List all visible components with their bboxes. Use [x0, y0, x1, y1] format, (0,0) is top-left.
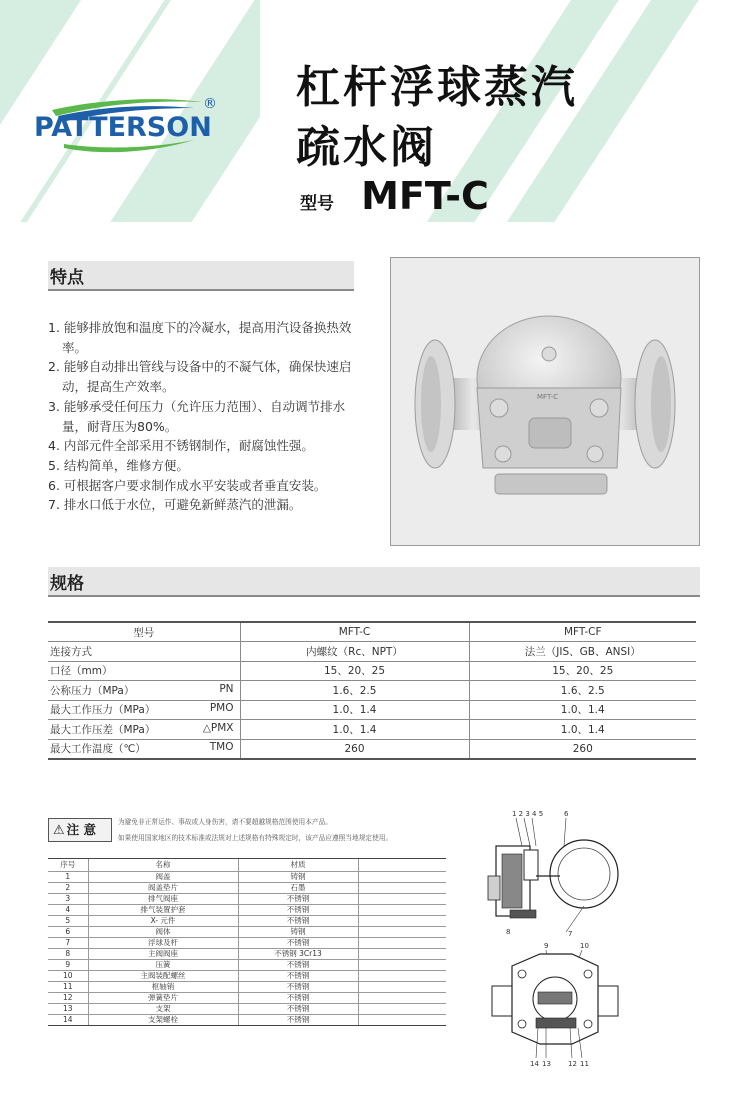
brand-name: PATTERSON: [34, 112, 212, 143]
part-material: 铸钢: [238, 872, 358, 883]
part-material: 不锈钢 3Cr13: [238, 949, 358, 960]
part-no: 11: [48, 982, 88, 993]
side-section-view: [488, 840, 618, 918]
parts-header-material: 材质: [238, 859, 358, 872]
parts-header-name: 名称: [88, 859, 238, 872]
callout-label: 7: [568, 930, 573, 938]
features-heading: [48, 261, 354, 291]
callout-label: 8: [506, 928, 511, 936]
part-material: 不锈钢: [238, 960, 358, 971]
part-name: 排气装置护套: [88, 905, 238, 916]
leader-line: [566, 906, 584, 932]
part-name: 支架: [88, 1004, 238, 1015]
spec-row-label: 最大工作压力（MPa）: [50, 704, 156, 717]
part-material: 不锈钢: [238, 982, 358, 993]
spec-row: [48, 661, 696, 681]
part-no: 14: [48, 1015, 88, 1026]
feature-item: 7. 排水口低于水位，可避免新鲜蒸汽的泄漏。: [48, 497, 302, 513]
parts-row: [48, 927, 446, 938]
part-material: 不锈钢: [238, 916, 358, 927]
parts-row: [48, 982, 446, 993]
part-name: 排气阀座: [88, 894, 238, 905]
spec-row-col1: 15、20、25: [240, 661, 469, 681]
feature-item: 5. 结构简单，维修方便。: [48, 457, 189, 473]
feature-item: 2. 能够自动排出管线与设备中的不凝气体，确保快速启动，提高生产效率。: [48, 359, 352, 395]
spec-row-label: 口径（mm）: [50, 665, 113, 678]
spec-row-col2: 15、20、25: [469, 661, 696, 681]
title-line: 疏水阀: [296, 122, 437, 173]
spec-row-symbol: PN: [219, 682, 234, 695]
features-list: [48, 318, 360, 515]
parts-row: [48, 971, 446, 982]
part-name: 主阀装配螺丝: [88, 971, 238, 982]
spec-row-symbol: PMO: [209, 702, 234, 715]
parts-row: [48, 905, 446, 916]
caution-badge: [48, 818, 112, 842]
spec-row-col1: 1.6、2.5: [240, 681, 469, 701]
parts-row: [48, 1004, 446, 1015]
callout-label: 13: [542, 1060, 551, 1068]
feature-item: 6. 可根据客户要求制作成水平安装或者垂直安装。: [48, 477, 327, 493]
spec-row-label: 公称压力（MPa）: [50, 684, 135, 697]
part-name: 阀盖垫片: [88, 883, 238, 894]
parts-row: [48, 993, 446, 1004]
part-material: 不锈钢: [238, 1015, 358, 1026]
parts-row: [48, 938, 446, 949]
specs-heading-text: 规格: [50, 574, 84, 594]
part-no: 3: [48, 894, 88, 905]
parts-header-row: [48, 859, 446, 872]
callout-label: 1 2 3 4 5: [512, 810, 544, 818]
spec-row: [48, 700, 696, 720]
leader-line: [564, 818, 566, 846]
part-material: 不锈钢: [238, 905, 358, 916]
feature-item: 3. 能够承受任何压力（允许压力范围）、自动调节排水量，耐背压为80%。: [48, 398, 346, 434]
part-no: 9: [48, 960, 88, 971]
cross-section-drawing: [480, 806, 650, 1070]
part-material: 不锈钢: [238, 1004, 358, 1015]
feature-item: 1. 能够排放饱和温度下的冷凝水，提高用汽设备换热效率。: [48, 320, 352, 355]
part-no: 12: [48, 993, 88, 1004]
spec-header-col2: MFT-CF: [469, 622, 696, 642]
callout-label: 10: [580, 942, 589, 950]
specs-heading: [48, 567, 700, 597]
spec-row-col1: 1.0、1.4: [240, 700, 469, 720]
header-band: [0, 0, 750, 222]
spec-row-label: 最大工作温度（℃）: [50, 743, 146, 755]
model-value: MFT-C: [361, 174, 489, 218]
callout-label: 6: [564, 810, 569, 818]
part-material: 不锈钢: [238, 894, 358, 905]
spec-row: [48, 642, 696, 662]
brand-logo: [34, 92, 224, 162]
spec-header-row: [48, 622, 696, 642]
spec-row-label: 最大工作压差（MPa）: [50, 723, 156, 736]
part-name: 阀盖: [88, 872, 238, 883]
part-name: 枢轴销: [88, 982, 238, 993]
parts-row: [48, 960, 446, 971]
caution-line: 为避免非正常运作、事故或人身伤害，请不要超越规格范围使用本产品。: [118, 818, 332, 826]
part-name: 阀体: [88, 927, 238, 938]
page-title: [296, 58, 578, 178]
front-section-view: [492, 954, 618, 1044]
spec-row-symbol: TMO: [209, 741, 234, 753]
title-line: 杠杆浮球蒸汽: [296, 62, 578, 113]
casting-mark: MFT-C: [537, 393, 558, 401]
spec-row-col2: 1.0、1.4: [469, 720, 696, 740]
part-no: 2: [48, 883, 88, 894]
part-no: 7: [48, 938, 88, 949]
part-material: 不锈钢: [238, 938, 358, 949]
spec-table: [48, 621, 696, 760]
callout-label: 12: [568, 1060, 577, 1068]
callout-label: 14: [530, 1060, 539, 1068]
spec-row-col2: 法兰（JIS、GB、ANSI）: [469, 642, 696, 662]
part-material: 铸钢: [238, 927, 358, 938]
part-material: 石墨: [238, 883, 358, 894]
parts-header-no: 序号: [48, 859, 88, 872]
part-material: 不锈钢: [238, 971, 358, 982]
spec-header-label: 型号: [48, 622, 240, 642]
callout-label: 11: [580, 1060, 589, 1068]
model-label: 型号: [300, 194, 334, 214]
parts-row: [48, 1015, 446, 1026]
spec-row-col2: 1.6、2.5: [469, 681, 696, 701]
spec-row-col1: 1.0、1.4: [240, 720, 469, 740]
spec-row-label: 连接方式: [50, 645, 92, 658]
parts-table: [48, 858, 446, 1026]
registered-mark: ®: [203, 96, 217, 112]
part-name: 浮球及杆: [88, 938, 238, 949]
product-photo: [390, 257, 700, 546]
spec-header-col1: MFT-C: [240, 622, 469, 642]
spec-row: [48, 681, 696, 701]
part-name: X- 元件: [88, 916, 238, 927]
parts-row: [48, 949, 446, 960]
part-material: 不锈钢: [238, 993, 358, 1004]
parts-row: [48, 872, 446, 883]
caution-label: 注 意: [66, 822, 97, 837]
caution-line: 如果使用国家地区的技术标准或法规对上述规格有特殊规定时，该产品应遵照当地规定使用。: [118, 834, 393, 842]
spec-row-col2: 1.0、1.4: [469, 700, 696, 720]
spec-row-symbol: △PMX: [202, 721, 234, 734]
spec-row-col2: 260: [469, 739, 696, 759]
feature-item: 4. 内部元件全部采用不锈钢制作，耐腐蚀性强。: [48, 438, 314, 454]
part-name: 压簧: [88, 960, 238, 971]
part-no: 8: [48, 949, 88, 960]
part-no: 6: [48, 927, 88, 938]
caution-notes: [118, 814, 392, 846]
callout-label: 9: [544, 942, 549, 950]
parts-row: [48, 894, 446, 905]
leader-line: [524, 818, 530, 846]
leader-line: [516, 818, 522, 846]
part-name: 支架螺栓: [88, 1015, 238, 1026]
steam-trap-photo-icon: [391, 258, 699, 545]
parts-row: [48, 883, 446, 894]
parts-row: [48, 916, 446, 927]
spec-row: [48, 720, 696, 740]
features-heading-text: 特点: [50, 268, 84, 288]
warning-triangle-icon: ⚠: [53, 823, 65, 838]
spec-row-col1: 内螺纹（Rc、NPT）: [240, 642, 469, 662]
spec-row-col1: 260: [240, 739, 469, 759]
part-no: 4: [48, 905, 88, 916]
part-name: 弹簧垫片: [88, 993, 238, 1004]
model-row: [300, 174, 489, 218]
part-no: 13: [48, 1004, 88, 1015]
part-no: 1: [48, 872, 88, 883]
spec-row: [48, 739, 696, 759]
leader-line: [532, 818, 536, 846]
part-no: 5: [48, 916, 88, 927]
part-no: 10: [48, 971, 88, 982]
part-name: 主阀阀座: [88, 949, 238, 960]
